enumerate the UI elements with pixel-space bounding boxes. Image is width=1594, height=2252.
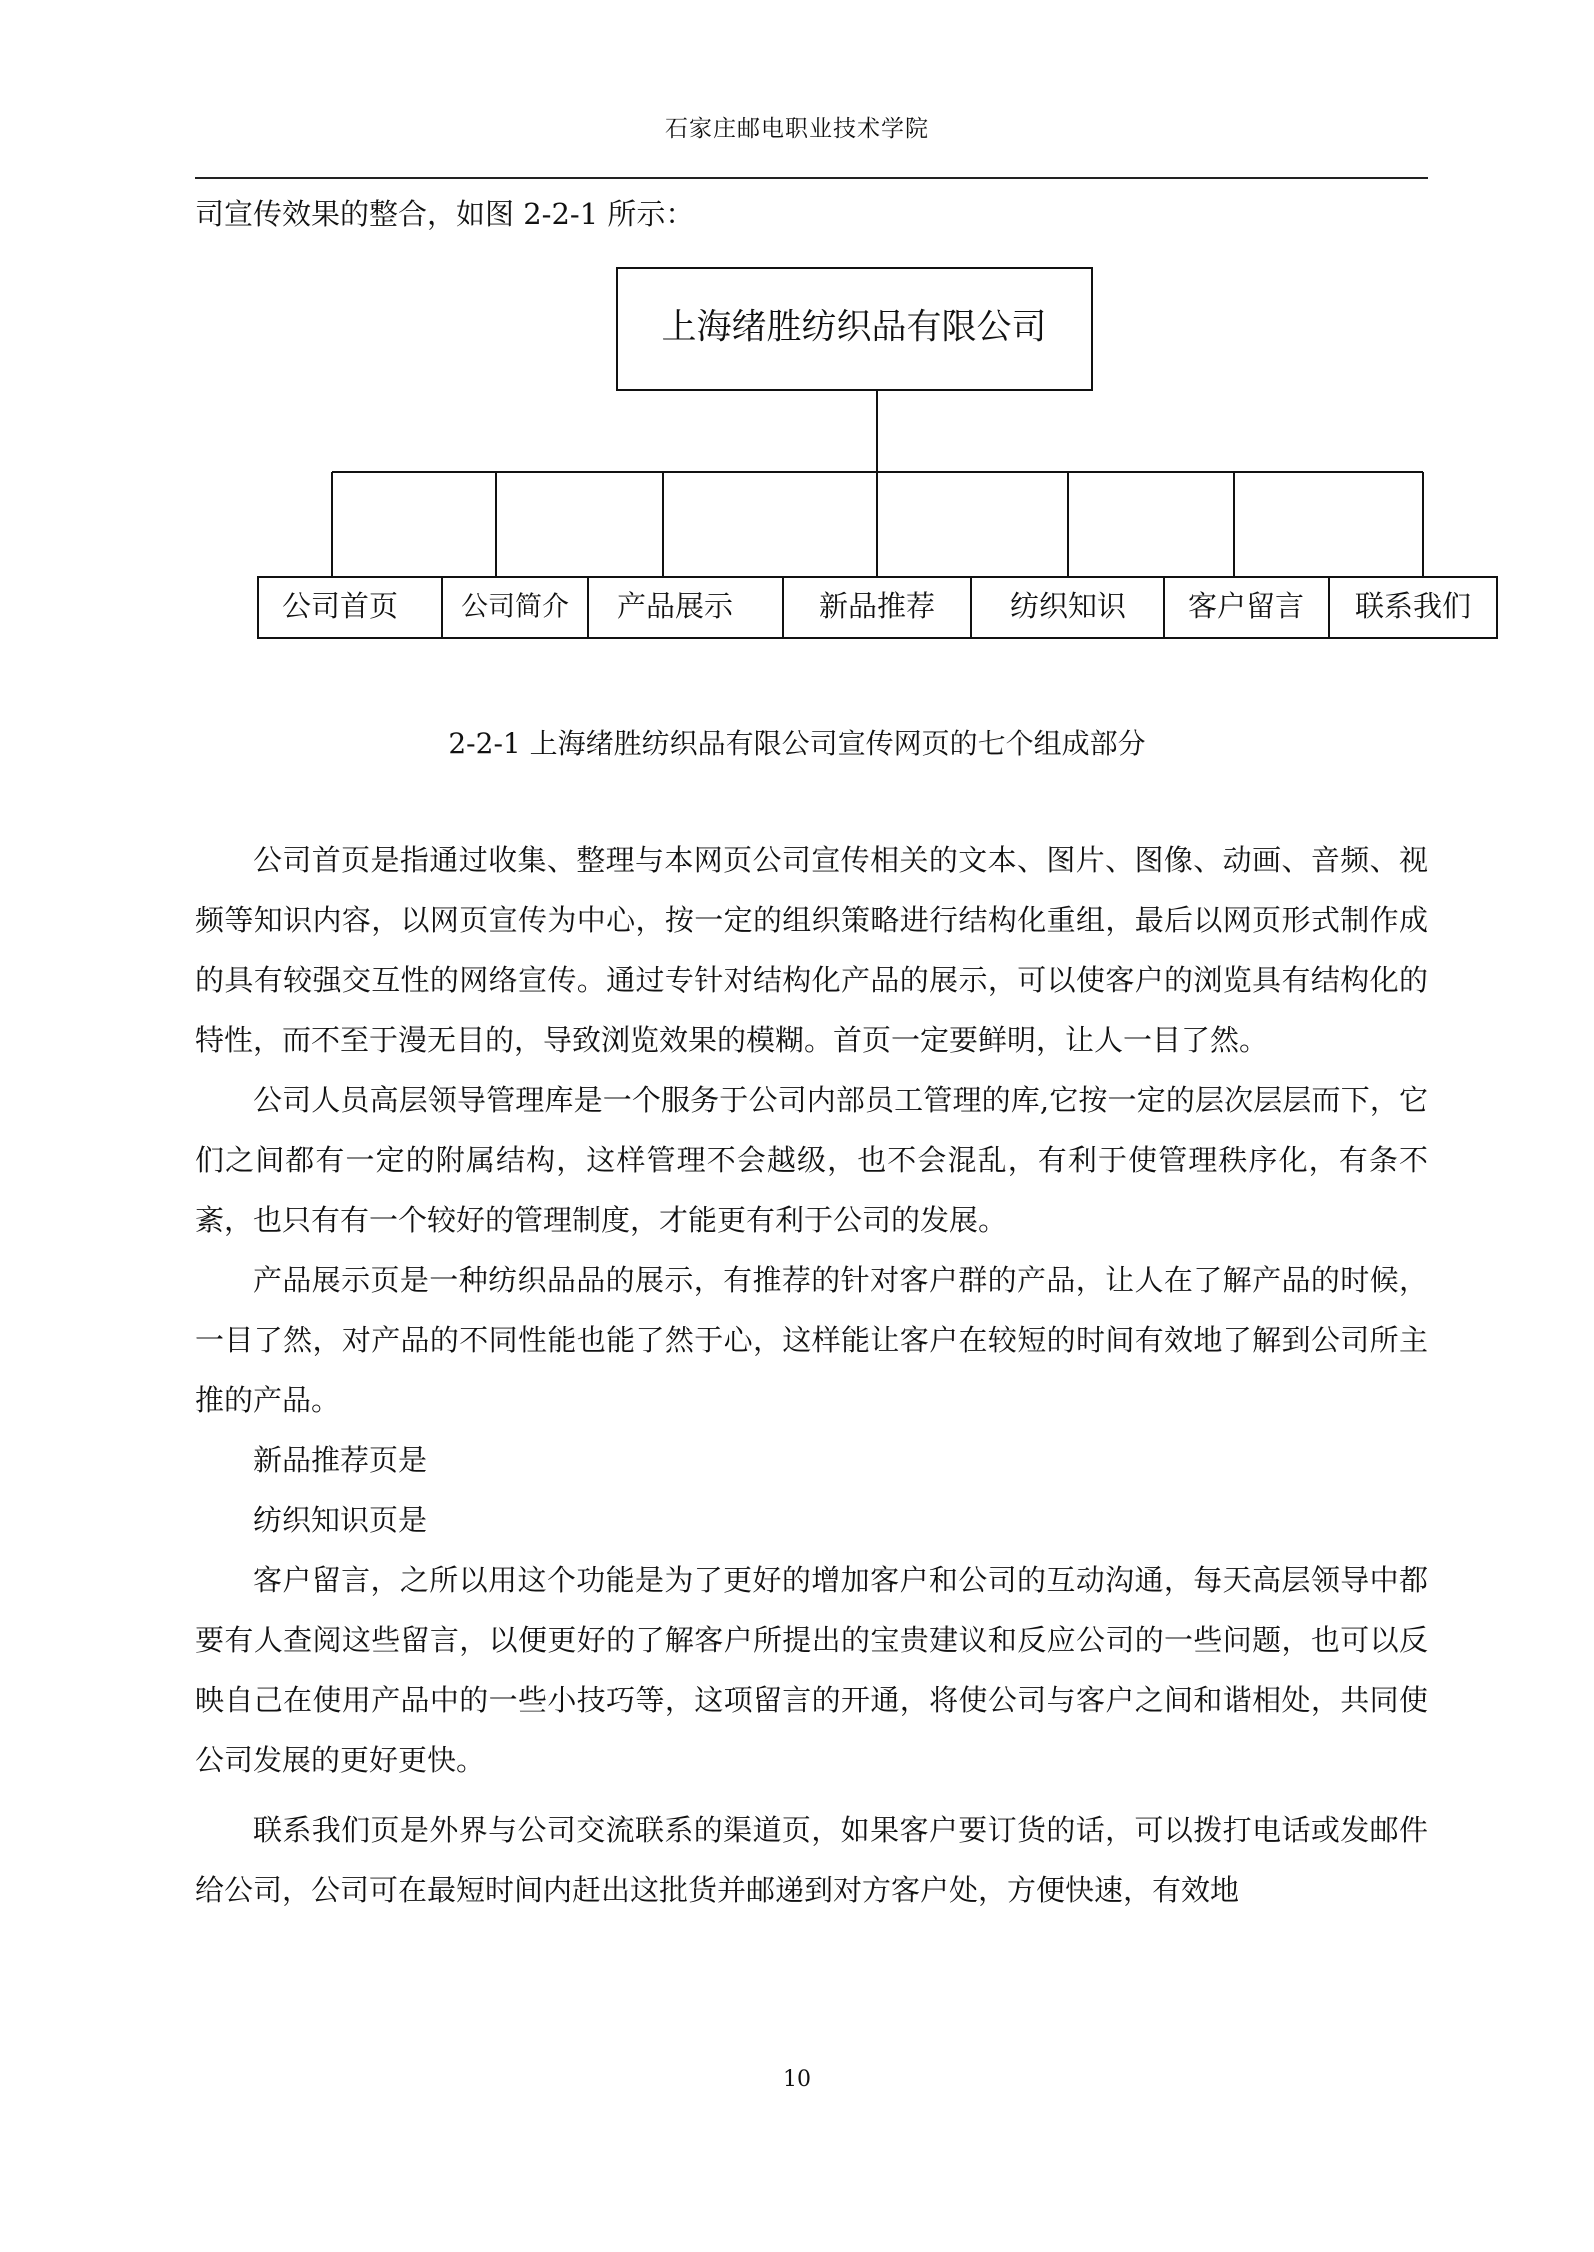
diagram-child-label: 客户留言 <box>1187 589 1305 623</box>
org-chart-diagram <box>0 0 1594 700</box>
paragraph: 公司首页是指通过收集、整理与本网页公司宣传相关的文本、图片、图像、动画、音频、视频等知识内容，以网页宣传为中心，按一定的组织策略进行结构化重组，最后以网页形式制作成的具有较强交互性的网络宣传。通过专针对结构化产品的展示，可以使客户的浏览具有结构化的特性，而不至于漫无目的，导致浏览效果的模糊。首页一定要鲜明，让人一目了然。 <box>195 843 1428 1057</box>
diagram-child-label: 产品展示 <box>616 589 734 623</box>
intro-line: 司宣传效果的整合，如图 2-2-1 所示： <box>195 197 695 231</box>
figure-caption: 2-2-1 上海绪胜纺织品有限公司宣传网页的七个组成部分 <box>448 727 1146 760</box>
page-header: 石家庄邮电职业技术学院 <box>665 116 929 142</box>
paragraph: 联系我们页是外界与公司交流联系的渠道页，如果客户要订货的话，可以拨打电话或发邮件给公司，公司可在最短时间内赶出这批货并邮递到对方客户处，方便快速，有效地 <box>195 1813 1428 1907</box>
diagram-child-label: 公司首页 <box>281 589 399 623</box>
paragraph: 客户留言，之所以用这个功能是为了更好的增加客户和公司的互动沟通，每天高层领导中都要有人查阅这些留言，以便更好的了解客户所提出的宝贵建议和反应公司的一些问题，也可以反映自己在使用产品中的一些小技巧等，这项留言的开通，将使公司与客户之间和谐相处，共同使公司发展的更好更快。 <box>195 1563 1428 1777</box>
diagram-child-label: 公司简介 <box>461 591 569 623</box>
paragraph: 产品展示页是一种纺织品品的展示，有推荐的针对客户群的产品，让人在了解产品的时候，一目了然，对产品的不同性能也能了然于心，这样能让客户在较短的时间有效地了解到公司所主推的产品。 <box>195 1263 1428 1417</box>
paragraph: 新品推荐页是 <box>253 1443 428 1477</box>
page-number: 10 <box>783 2067 811 2092</box>
diagram-root-label: 上海绪胜纺织品有限公司 <box>661 307 1047 348</box>
diagram-child-label: 新品推荐 <box>818 589 936 623</box>
body-text <box>195 830 1428 1920</box>
paragraph: 纺织知识页是 <box>253 1503 428 1537</box>
diagram-child-label: 纺织知识 <box>1009 589 1127 623</box>
paragraph: 公司人员高层领导管理库是一个服务于公司内部员工管理的库,它按一定的层次层层而下，它们之间都有一定的附属结构，这样管理不会越级，也不会混乱，有利于使管理秩序化，有条不紊，也只有有一个较好的管理制度，才能更有利于公司的发展。 <box>195 1083 1428 1237</box>
diagram-child-label: 联系我们 <box>1354 589 1472 623</box>
